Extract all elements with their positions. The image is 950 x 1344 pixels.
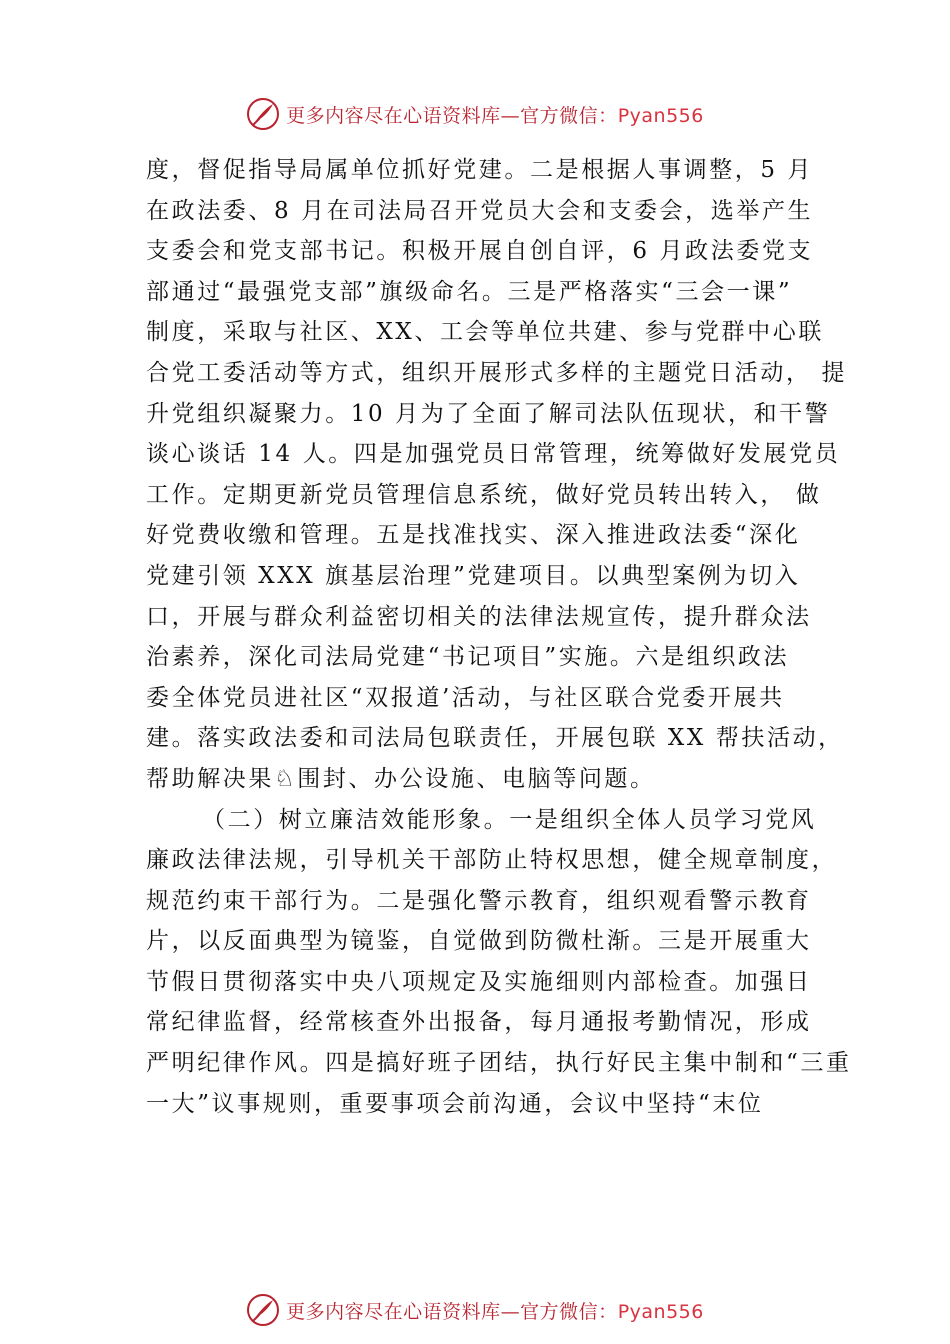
text-line: 委全体党员进社区“双报道’活动，与社区联合党委开展共 bbox=[146, 684, 785, 711]
text-line: 严明纪律作风。四是搞好班子团结，执行好民主集中制和“三重 bbox=[146, 1050, 852, 1077]
text-line: 谈心谈话 14 人。四是加强党员日常管理，统筹做好发展党员 bbox=[146, 441, 841, 468]
watermark-brand: 更多内容尽在心语资料库 bbox=[286, 1300, 501, 1323]
watermark-label: 官方微信： bbox=[520, 104, 618, 127]
feather-pen-logo-icon bbox=[246, 97, 280, 131]
text-line: 升党组织凝聚力。10 月为了全面了解司法队伍现状，和干警 bbox=[146, 400, 831, 427]
body-text bbox=[146, 150, 852, 1124]
text-line: 一大”议事规则，重要事项会前沟通，会议中坚持“末位 bbox=[146, 1090, 764, 1117]
watermark-separator: — bbox=[500, 104, 521, 127]
text-line: 片，以反面典型为镜鉴，自觉做到防微杜渐。三是开展重大 bbox=[146, 928, 812, 955]
text-line: 工作。定期更新党员管理信息系统，做好党员转出转入， 做 bbox=[146, 481, 822, 508]
text-line: 度，督促指导局属单位抓好党建。二是根据人事调整，5 月 bbox=[146, 157, 814, 183]
text-line: 规范约束干部行为。二是强化警示教育，组织观看警示教育 bbox=[146, 887, 812, 914]
text-line: 建。落实政法委和司法局包联责任，开展包联 XX 帮扶活动， bbox=[146, 725, 844, 752]
text-line: 口，开展与群众利益密切相关的法律法规宣传，提升群众法 bbox=[146, 603, 812, 630]
text-line: 帮助解决果♘围封、办公设施、电脑等问题。 bbox=[146, 765, 656, 792]
text-line: 好党费收缴和管理。五是找准找实、深入推进政法委“深化 bbox=[146, 522, 801, 549]
watermark-account: Pyan556 bbox=[617, 1300, 704, 1323]
watermark-text bbox=[286, 1297, 704, 1324]
watermark-account: Pyan556 bbox=[617, 104, 704, 127]
text-line: 合党工委活动等方式，组织开展形式多样的主题党日活动， 提 bbox=[146, 359, 848, 386]
text-line: 节假日贯彻落实中央八项规定及实施细则内部检查。加强日 bbox=[146, 968, 812, 995]
text-line: 治素养，深化司法局党建“书记项目”实施。六是组织政法 bbox=[146, 644, 790, 671]
section-heading-line: （二）树立廉洁效能形象。一是组织全体人员学习党风 bbox=[202, 806, 817, 833]
header-watermark bbox=[0, 94, 950, 134]
feather-pen-logo-icon bbox=[246, 1293, 280, 1327]
text-line: 部通过“最强党支部”旗级命名。三是严格落实“三会一课” bbox=[146, 278, 793, 305]
watermark-separator: — bbox=[500, 1300, 521, 1323]
watermark-label: 官方微信： bbox=[520, 1300, 618, 1323]
text-line: 党建引领 XXX 旗基层治理”党建项目。以典型案例为切入 bbox=[146, 562, 801, 589]
text-line: 在政法委、8 月在司法局召开党员大会和支委会，选举产生 bbox=[146, 197, 814, 224]
watermark-brand: 更多内容尽在心语资料库 bbox=[286, 104, 501, 127]
text-line: 廉政法律法规，引导机关干部防止特权思想，健全规章制度， bbox=[146, 847, 838, 874]
text-line: 支委会和党支部书记。积极开展自创自评，6 月政法委党支 bbox=[146, 238, 814, 265]
watermark-text bbox=[286, 101, 704, 128]
text-line: 制度，采取与社区、XX、工会等单位共建、参与党群中心联 bbox=[146, 319, 824, 346]
footer-watermark bbox=[0, 1290, 950, 1330]
text-line: 常纪律监督，经常核查外出报备，每月通报考勤情况，形成 bbox=[146, 1009, 812, 1036]
